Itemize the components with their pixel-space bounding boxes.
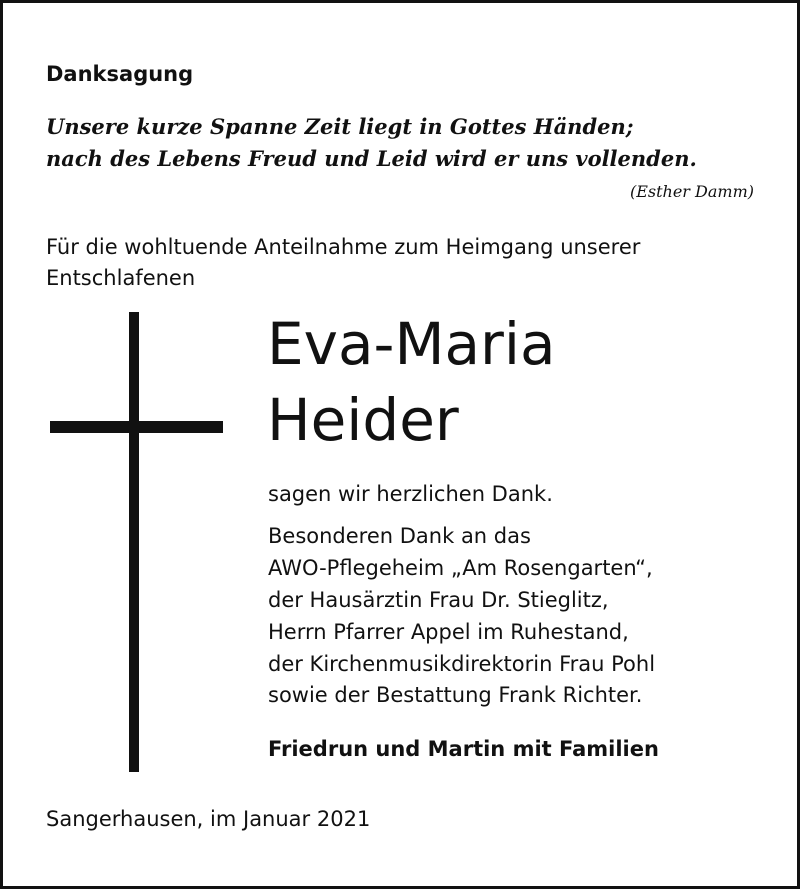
thanks-line: AWO-Pflegeheim „Am Rosengarten“, <box>268 556 653 580</box>
cross-vertical-bar <box>129 312 139 772</box>
thanks-line: Herrn Pfarrer Appel im Ruhestand, <box>268 620 629 644</box>
notice-heading: Danksagung <box>46 62 194 86</box>
place-date: Sangerhausen, im Januar 2021 <box>46 807 371 831</box>
thanks-line: der Kirchenmusikdirektorin Frau Pohl <box>268 652 656 676</box>
signature: Friedrun und Martin mit Familien <box>268 737 659 761</box>
thanks-line: der Hausärztin Frau Dr. Stieglitz, <box>268 588 609 612</box>
intro-line-2: Entschlafenen <box>46 266 196 290</box>
thanks-line: sowie der Bestattung Frank Richter. <box>268 683 643 707</box>
thanks-line: Besonderen Dank an das <box>268 524 531 548</box>
quote-line-1: Unsere kurze Spanne Zeit liegt in Gottes Händen; <box>46 114 634 139</box>
quote-line-2: nach des Lebens Freud und Leid wird er uns vollenden. <box>46 146 697 171</box>
intro-line-1: Für die wohltuende Anteilnahme zum Heimgang unserer <box>46 235 641 259</box>
deceased-last-name: Heider <box>267 386 459 454</box>
quote-author: (Esther Damm) <box>629 182 754 201</box>
thanks-line: sagen wir herzlichen Dank. <box>268 482 553 506</box>
cross-horizontal-bar <box>50 421 223 433</box>
deceased-first-name: Eva-Maria <box>267 310 556 378</box>
